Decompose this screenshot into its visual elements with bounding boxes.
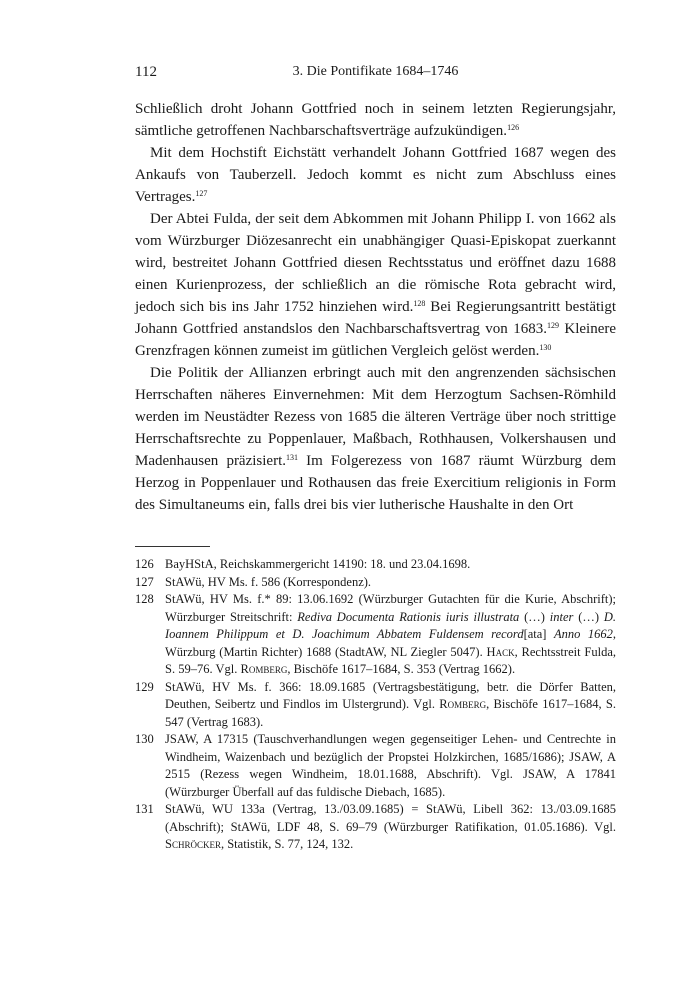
main-text — [135, 98, 616, 516]
footnote-reference: 128 — [413, 299, 426, 308]
text-segment: [ata] — [523, 627, 554, 641]
footnote-reference: 126 — [507, 123, 520, 132]
page-header — [135, 64, 616, 84]
footnotes — [135, 556, 616, 854]
footnote-number: 126 — [135, 557, 154, 571]
page-number: 112 — [135, 64, 157, 80]
footnote-number: 128 — [135, 592, 154, 606]
paragraph — [135, 208, 616, 362]
footnote — [135, 731, 616, 801]
italic-text: Rediva Documenta Rationis iuris illustrata — [297, 609, 520, 624]
author-name: Romberg — [439, 697, 487, 711]
text-segment: (…) — [519, 609, 550, 624]
text-segment: Im Folgerezess von 1687 räumt Würzburg dem Herzog in Poppenlauer und Rothausen das freie Exercitium religionis in Form des Simultaneums ein, falls drei bis vier lutherische Haushalte in den Ort — [135, 453, 616, 513]
footnote-text — [165, 574, 616, 592]
footnote-separator — [135, 546, 210, 547]
text-segment: (…) — [573, 609, 604, 624]
footnote-text — [165, 801, 616, 854]
text-segment: Kleinere Grenzfragen können zumeist im gütlichen Vergleich gelöst werden. — [135, 321, 616, 359]
footnote — [135, 574, 616, 592]
footnote-reference: 129 — [546, 321, 559, 330]
text-segment: Schließlich droht Johann Gottfried noch in seinem letzten Regierungsjahr, sämtliche getroffenen Nachbarschaftsverträge aufzukündigen. — [135, 101, 616, 139]
footnote — [135, 591, 616, 679]
paragraph — [135, 98, 616, 142]
text-segment: StAWü, HV Ms. f. 366: 18.09.1685 (Vertragsbestätigung, betr. die Dörfer Batten, Deuthen, Seibertz und Findlos im Ulstergrund). Vgl. — [165, 679, 616, 711]
footnote-number: 129 — [135, 679, 154, 694]
text-segment: Die Politik der Allianzen erbringt auch mit den angrenzenden sächsischen Herrschaften näheres Einvernehmen: Mit dem Herzogtum Sachsen-Römhild werden im Neustädter Rezess von 1685 die älteren Verträge über noch strittige Herrschaftsrechte zu Poppenlauer, Maßbach, Rothhausen, Volkershausen und Madenhausen präzisiert. — [135, 365, 616, 469]
footnote — [135, 679, 616, 732]
footnote-reference: 130 — [539, 343, 552, 352]
footnote-text — [165, 679, 616, 732]
author-name: Romberg — [240, 662, 288, 676]
italic-text: inter — [549, 609, 574, 624]
paragraph — [135, 362, 616, 516]
author-name: Schröcker — [165, 837, 221, 851]
text-segment: Der Abtei Fulda, der seit dem Abkommen mit Johann Philipp I. von 1662 als vom Würzburger Diözesanrecht ein unabhängiger Quasi-Episkopat zuerkannt wird, bestreitet Johann Gottfried diesen Rechtsstatus und eröffnet dazu 1688 einen Kurienprozess, der schließlich an die römische Rota gebracht wird, jedoch sich bis ins Jahr 1752 hinziehen wird. — [135, 211, 616, 315]
italic-text: D. Ioannem Philippum et D. Joachimum Abbatem Fuldensem record — [165, 609, 617, 641]
text-segment: , Rechtsstreit Fulda, S. 59–76. Vgl. — [165, 644, 616, 676]
running-title: 3. Die Pontifikate 1684–1746 — [292, 64, 459, 79]
footnote — [135, 801, 616, 854]
italic-text: Anno 1662 — [553, 627, 613, 641]
footnote-number: 127 — [135, 574, 154, 589]
footnote-number: 130 — [135, 732, 154, 746]
author-name: Hack — [486, 644, 515, 659]
text-segment: JSAW, A 17315 (Tauschverhandlungen wegen gegenseitiger Lehen- und Centrechte in Windheim, Waizenbach und bezüglich der Propstei Holzkirchen, 1685/1686); JSAW, A 2515 (Rezess wegen Windheim, 18.01.1688, Abschrift). Vgl. JSAW, A 17841 (Würzburger Überfall auf das fuldische Diebach, 1685). — [165, 732, 616, 799]
text-segment: , Würzburg (Martin Richter) 1688 (StadtAW, NL Ziegler 5047). — [165, 627, 616, 659]
footnote-number: 131 — [135, 802, 154, 816]
footnote-text — [165, 591, 616, 679]
text-segment: Mit dem Hochstift Eichstätt verhandelt Johann Gottfried 1687 wegen des Ankaufs von Tauberzell. Jedoch kommt es nicht zum Abschluss eines Vertrages. — [135, 145, 616, 205]
text-segment: , Bischöfe 1617–1684, S. 353 (Vertrag 1662). — [287, 662, 516, 676]
text-segment: StAWü, HV Ms. f.* 89: 13.06.1692 (Würzburger Gutachten für die Kurie, Abschrift); Würzburger Streitschrift: — [165, 592, 616, 624]
footnote — [135, 556, 616, 574]
paragraph — [135, 142, 616, 208]
text-segment: , Statistik, S. 77, 124, 132. — [220, 837, 354, 851]
footnote-text — [165, 556, 616, 574]
footnote-reference: 131 — [286, 453, 298, 462]
text-segment: , Bischöfe 1617–1684, S. 547 (Vertrag 1683). — [165, 697, 616, 729]
footnote-text — [165, 731, 616, 801]
text-segment: Bei Regierungsantritt bestätigt Johann Gottfried anstandslos den Nachbarschaftsvertrag von 1683. — [135, 299, 617, 337]
text-segment: StAWü, WU 133a (Vertrag, 13./03.09.1685) = StAWü, Libell 362: 13./03.09.1685 (Abschrift); StAWü, LDF 48, S. 69–79 (Würzburger Ratifikation, 01.05.1686). Vgl. — [165, 802, 616, 834]
text-segment: StAWü, HV Ms. f. 586 (Korrespondenz). — [165, 574, 372, 589]
text-segment: BayHStA, Reichskammergericht 14190: 18. und 23.04.1698. — [165, 557, 471, 571]
footnote-reference: 127 — [195, 189, 208, 198]
